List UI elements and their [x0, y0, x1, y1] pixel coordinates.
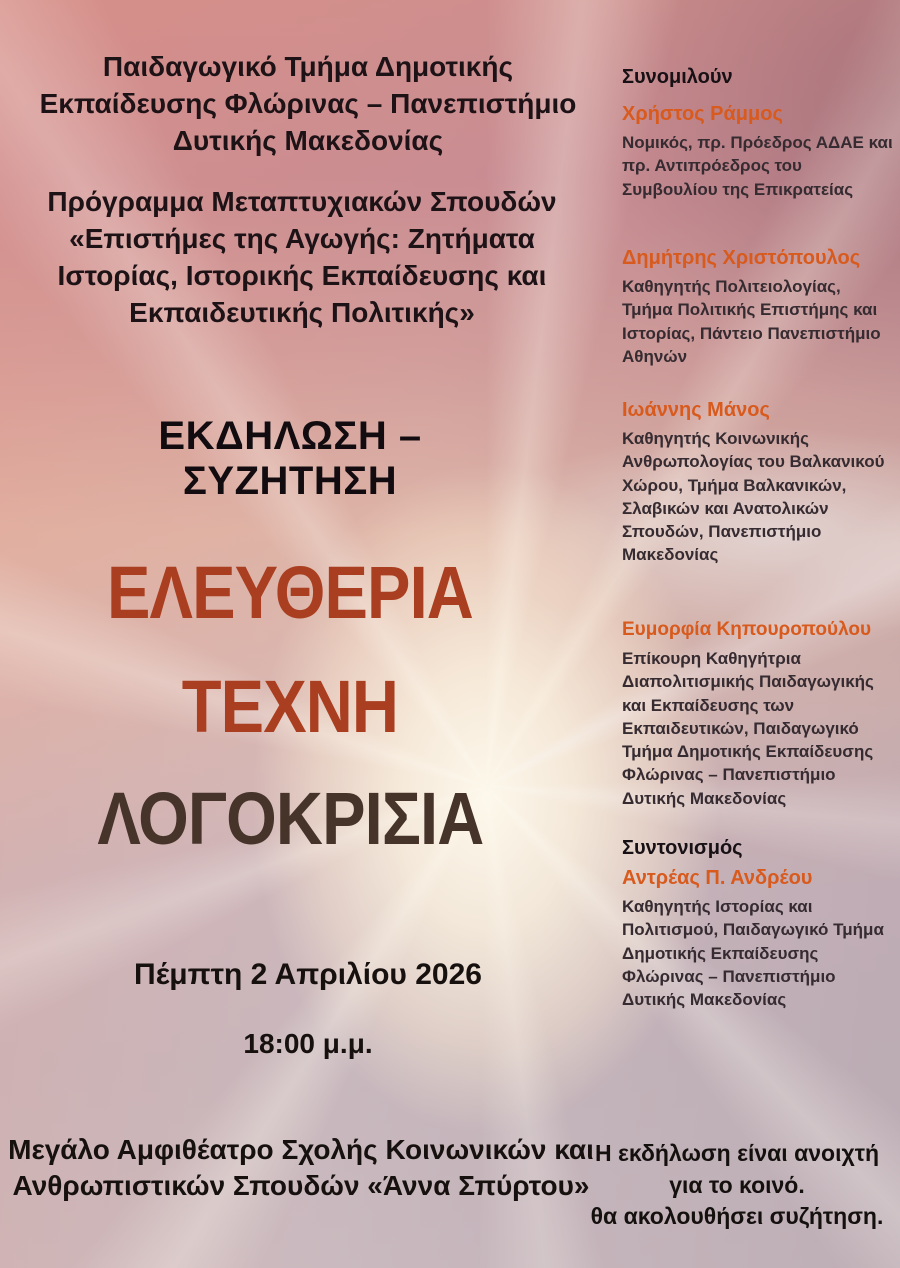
- speaker-name-manos: Ιωάννης Μάνος: [622, 399, 770, 421]
- moderation-section-heading: Συντονισμός: [622, 837, 743, 859]
- main-title-line-2: [0, 665, 580, 748]
- postgraduate-program-name: Πρόγραμμα Μεταπτυχιακών Σπουδών «Επιστήμες της Αγωγής: Ζητήματα Ιστορίας, Ιστορικής Εκπαίδευσης και Εκπαιδευτικής Πολιτικής»: [47, 186, 557, 328]
- open-to-public-note-line-1: Η εκδήλωση είναι ανοιχτή: [594, 1140, 880, 1166]
- main-title-word-censorship: ΛΟΓΟΚΡΙΣΙΑ: [96, 777, 484, 860]
- speaker-bio-kipouropoulou: Επίκουρη Καθηγήτρια Διαπολιτισμικής Παιδαγωγικής και Εκπαίδευσης των Εκπαιδευτικών, Παιδαγωγικό Τμήμα Δημοτικής Εκπαίδευσης Φλώρινας – Πανεπιστήμιο Δυτικής Μακεδονίας: [622, 649, 874, 808]
- event-date: Πέμπτη 2 Απριλίου 2026: [134, 958, 482, 991]
- main-title-line-1: [0, 551, 580, 634]
- open-to-public-note: [576, 1138, 898, 1233]
- moderator-bio-andreou: Καθηγητής Ιστορίας και Πολιτισμού, Παιδαγωγικό Τμήμα Δημοτικής Εκπαίδευσης Φλώρινας – Πανεπιστήμιο Δυτικής Μακεδονίας: [622, 897, 884, 1010]
- speaker-bio-manos: Καθηγητής Κοινωνικής Ανθρωπολογίας του Βαλκανικού Χώρου, Τμήμα Βαλκανικών, Σλαβικών και Ανατολικών Σπουδών, Πανεπιστήμιο Μακεδονίας: [622, 429, 885, 565]
- speaker-name-christopoulos: Δημήτρης Χριστόπουλος: [622, 247, 861, 269]
- event-type-heading: ΕΚΔΗΛΩΣΗ – ΣΥΖΗΤΗΣΗ: [158, 414, 422, 503]
- speaker-bio-christopoulos: Καθηγητής Πολιτειολογίας, Τμήμα Πολιτικής Επιστήμης και Ιστορίας, Πάντειο Πανεπιστήμιο Αθηνών: [622, 277, 881, 366]
- main-title-word-freedom: ΕΛΕΥΘΕΡΙΑ: [107, 551, 473, 634]
- speakers-section-heading: Συνομιλούν: [622, 66, 733, 88]
- open-to-public-note-line-3: θα ακολουθήσει συζήτηση.: [590, 1203, 884, 1230]
- open-to-public-note-line-2: για το κοινό.: [669, 1171, 805, 1198]
- event-time: 18:00 μ.μ.: [243, 1028, 373, 1059]
- speaker-name-rammos: Χρήστος Ράμμος: [622, 103, 783, 125]
- main-title-word-art: ΤΕΧΝΗ: [181, 665, 399, 748]
- main-title-line-3: [0, 777, 580, 860]
- department-name: Παιδαγωγικό Τμήμα Δημοτικής Εκπαίδευσης Φλώρινας – Πανεπιστήμιο Δυτικής Μακεδονίας: [39, 51, 577, 157]
- event-venue: Μεγάλο Αμφιθέατρο Σχολής Κοινωνικών και Ανθρωπιστικών Σπουδών «Άννα Σπύρτου»: [8, 1134, 594, 1202]
- moderator-name-andreou: Αντρέας Π. Ανδρέου: [622, 867, 813, 889]
- speaker-bio-rammos: Νομικός, πρ. Πρόεδρος ΑΔΑΕ και πρ. Αντιπρόεδρος του Συμβουλίου της Επικρατείας: [622, 133, 893, 199]
- speaker-name-kipouropoulou: Ευμορφία Κηπουροπούλου: [622, 619, 872, 640]
